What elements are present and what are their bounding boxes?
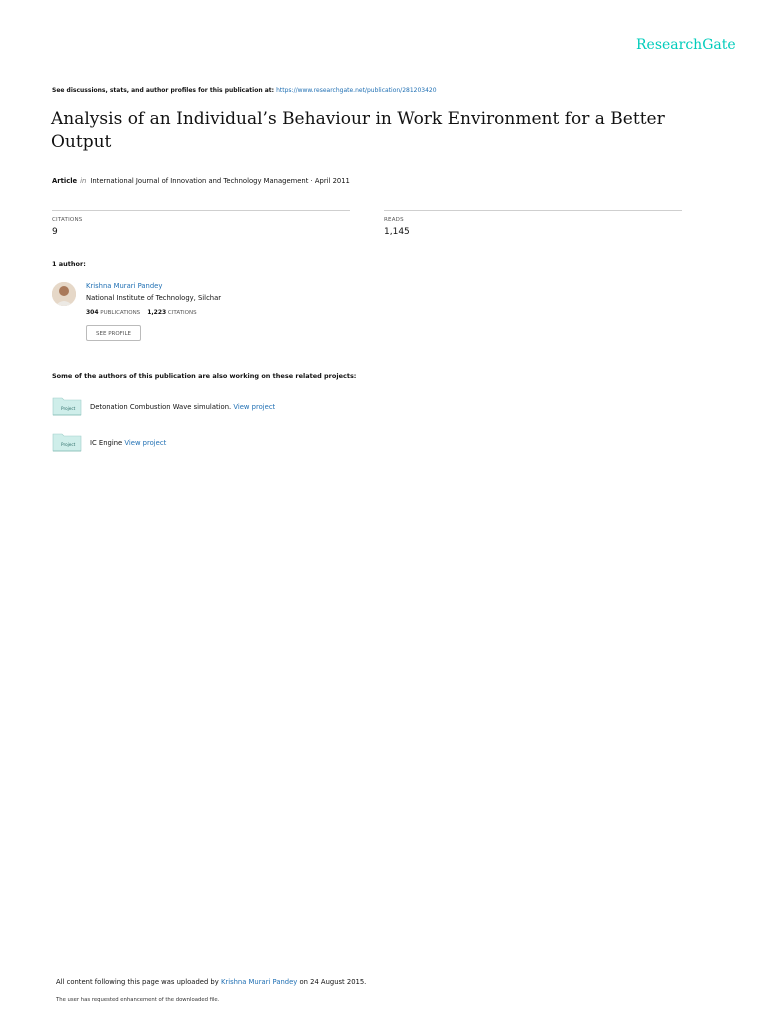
author-citations-label: CITATIONS (167, 310, 197, 316)
publication-meta (52, 177, 350, 185)
project-title: IC Engine (90, 439, 123, 447)
author-stats (86, 309, 197, 316)
project-title: Detonation Combustion Wave simulation. (90, 403, 232, 411)
researchgate-logo[interactable]: ResearchGate (636, 37, 736, 53)
related-projects-heading: Some of the authors of this publication are also working on these related projects: (52, 372, 357, 380)
project-item (52, 432, 352, 456)
view-project-link[interactable]: View project (124, 439, 167, 447)
author-institution: National Institute of Technology, Silchar (86, 294, 222, 302)
project-icon-label: Project (61, 406, 76, 411)
reads-label: READS (384, 217, 404, 223)
enhancement-note: The user has requested enhancement of the downloaded file. (56, 997, 220, 1003)
author-publications-label: PUBLICATIONS (100, 310, 141, 316)
publication-title: Analysis of an Individual’s Behaviour in Work Environment for a Better Output (51, 109, 665, 152)
avatar-photo-icon (52, 282, 76, 306)
view-project-link[interactable]: View project (233, 403, 276, 411)
project-icon-label: Project (61, 442, 76, 447)
see-discussions-line (52, 87, 437, 94)
upload-suffix: on 24 August 2015. (299, 978, 367, 986)
reads-divider (384, 210, 682, 211)
authors-heading: 1 author: (52, 260, 86, 268)
uploader-link[interactable]: Krishna Murari Pandey (220, 978, 298, 986)
journal-and-date: International Journal of Innovation and Technology Management · April 2011 (90, 177, 350, 185)
author-name-link[interactable]: Krishna Murari Pandey (86, 282, 163, 290)
project-item (52, 396, 352, 420)
citations-divider (52, 210, 350, 211)
project-title-line (90, 439, 166, 447)
citations-label: CITATIONS (52, 217, 83, 223)
publication-type: Article (52, 177, 78, 185)
see-profile-button[interactable]: SEE PROFILE (86, 325, 141, 341)
project-title-line (90, 403, 275, 411)
author-avatar[interactable] (52, 282, 76, 306)
see-discussions-text: See discussions, stats, and author profiles for this publication at: (52, 87, 275, 94)
upload-prefix: All content following this page was uploaded by (56, 978, 219, 986)
upload-note (56, 978, 366, 986)
publication-url-link[interactable]: https://www.researchgate.net/publication/281203420 (276, 87, 437, 94)
reads-value: 1,145 (384, 227, 410, 237)
author-publications-count: 304 (86, 309, 99, 316)
in-word: in (80, 177, 87, 185)
citations-value: 9 (52, 227, 58, 237)
author-citations-count: 1,223 (147, 309, 167, 316)
